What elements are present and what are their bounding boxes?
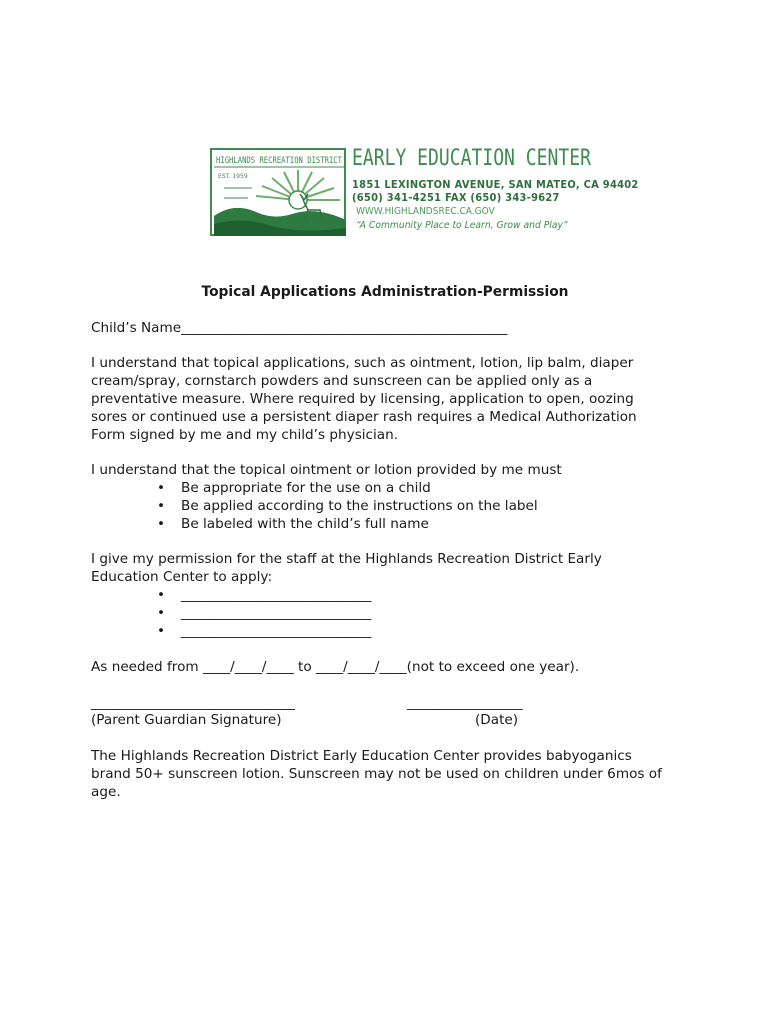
apply-blank-field[interactable]: ____________________________ bbox=[181, 605, 372, 621]
logo-badge bbox=[210, 148, 346, 236]
bullet-icon: • bbox=[157, 605, 166, 621]
page-title: Topical Applications Administration-Permission bbox=[201, 284, 569, 300]
date-line[interactable]: _________________ bbox=[407, 695, 523, 711]
paragraph-line: sores or continued use a persistent diaper rash requires a Medical Authorization bbox=[91, 409, 637, 425]
badge-title-text: HIGHLANDS RECREATION DISTRICT bbox=[216, 156, 343, 166]
date-label: (Date) bbox=[475, 712, 519, 728]
paragraph-line: cream/spray, cornstarch powders and sunscreen can be applied only as a bbox=[91, 373, 593, 389]
apply-blank-field[interactable]: ____________________________ bbox=[181, 623, 372, 639]
bullet-icon: • bbox=[157, 498, 166, 514]
center-tagline: “A Community Place to Learn, Grow and Play” bbox=[356, 220, 568, 231]
badge-est-text: EST. 1959 bbox=[218, 173, 248, 180]
center-website: WWW.HIGHLANDSREC.CA.GOV bbox=[356, 206, 495, 217]
paragraph-line: I understand that topical applications, such as ointment, lotion, lip balm, diaper bbox=[91, 355, 634, 371]
bullet-icon: • bbox=[157, 587, 166, 603]
childs-name-field[interactable]: Child’s Name________________________________________________ bbox=[91, 320, 508, 336]
requirement-item: Be applied according to the instructions on the label bbox=[181, 498, 538, 514]
center-name: EARLY EDUCATION CENTER bbox=[352, 146, 591, 171]
center-phone-fax: (650) 341-4251 FAX (650) 343-9627 bbox=[352, 191, 560, 204]
date-range-field[interactable]: As needed from ____/____/____ to ____/____/____(not to exceed one year). bbox=[91, 659, 580, 675]
paragraph-line: preventative measure. Where required by licensing, application to open, oozing bbox=[91, 391, 634, 407]
note-line: The Highlands Recreation District Early Education Center provides babyoganics bbox=[91, 748, 632, 764]
requirement-item: Be appropriate for the use on a child bbox=[181, 480, 431, 496]
apply-blank-field[interactable]: ____________________________ bbox=[181, 587, 372, 603]
signature-line[interactable]: ______________________________ bbox=[91, 695, 295, 711]
bullet-icon: • bbox=[157, 480, 166, 496]
requirement-item: Be labeled with the child’s full name bbox=[181, 516, 429, 532]
paragraph-line: Form signed by me and my child’s physician. bbox=[91, 427, 399, 443]
bullet-icon: • bbox=[157, 623, 166, 639]
organization-logo bbox=[210, 146, 639, 240]
center-address: 1851 LEXINGTON AVENUE, SAN MATEO, CA 94402 bbox=[352, 178, 639, 191]
note-line: age. bbox=[91, 784, 121, 800]
sunrise-hills-emblem-icon bbox=[212, 150, 348, 238]
requirements-intro: I understand that the topical ointment or lotion provided by me must bbox=[91, 462, 562, 478]
bullet-icon: • bbox=[157, 516, 166, 532]
permission-line: I give my permission for the staff at the Highlands Recreation District Early bbox=[91, 551, 602, 567]
note-line: brand 50+ sunscreen lotion. Sunscreen may not be used on children under 6mos of bbox=[91, 766, 662, 782]
signature-label: (Parent Guardian Signature) bbox=[91, 712, 282, 728]
permission-line: Education Center to apply: bbox=[91, 569, 273, 585]
